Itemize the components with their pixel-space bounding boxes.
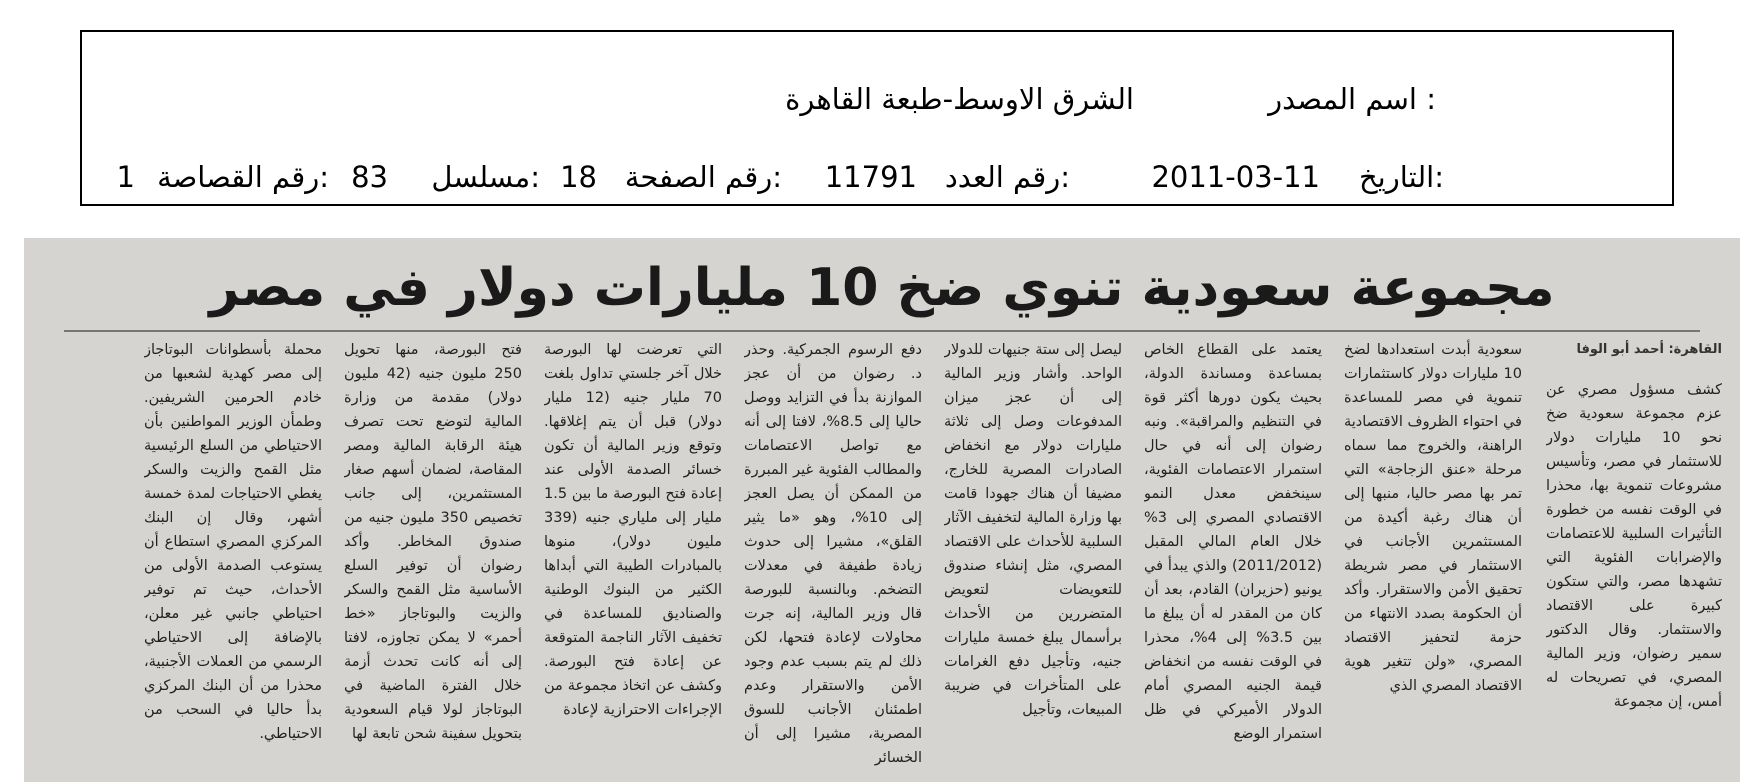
source-value: الشرق الاوسط-طبعة القاهرة	[785, 82, 1134, 116]
article-column-8	[144, 338, 322, 782]
article-byline: القاهرة: أحمد أبو الوفا	[1576, 342, 1722, 357]
source-info-box	[80, 30, 1674, 206]
article-column-1	[1546, 338, 1722, 782]
article-column-7	[344, 338, 522, 782]
article-column-text: دفع الرسوم الجمركية. وحذر د. رضوان من أن عجز الموازنة بدأ في التزايد ووصل حاليا إلى 8.5%، لافتا إلى أنه مع تواصل الاعتصامات والمطالب الفئوية غير المبررة من الممكن أن يصل العجز إلى 10%، وهو «ما يثير القلق»، مشيرا إلى حدوث زيادة طفيفة في معدلات التضخم. وبالنسبة للبورصة قال وزير المالية، إنه جرت محاولات لإعادة فتحها، لكن ذلك لم يتم بسبب عدم وجود الأمن والاستقرار وعدم اطمئنان الأجانب للسوق المصرية، مشيرا إلى أن الخسائر	[744, 342, 922, 766]
newspaper-clipping	[24, 238, 1740, 782]
article-column-text: التي تعرضت لها البورصة خلال آخر جلستي تداول بلغت 70 مليار جنيه (12 مليار دولار) قبل أن يتم إغلاقها. وتوقع وزير المالية أن تكون خسائر الصدمة الأولى عند إعادة فتح البورصة ما بين 1.5 مليار إلى ملياري جنيه (339 مليون دولار)، منوها بالمبادرات الطيبة التي أبداها الكثير من البنوك الوطنية والصناديق للمساعدة في تخفيف الآثار الناجمة المتوقعة عن إعادة فتح البورصة. وكشف عن اتخاذ مجموعة من الإجراءات الاحترازية لإعادة	[544, 342, 722, 718]
article-column-text: فتح البورصة، منها تحويل 250 مليون جنيه (42 مليون دولار) مقدمة من وزارة المالية لتوضع تحت تصرف هيئة الرقابة المالية ومصر المقاصة، لضمان أسهم صغار المستثمرين، إلى جانب تخصيص 350 مليون جنيه من صندوق المخاطر. وأكد رضوان أن توفير السلع الأساسية مثل القمح والسكر والزيت والبوتاجاز «خط أحمر» لا يمكن تجاوزه، لافتا إلى أنه كانت تحدث أزمة خلال الفترة الماضية في البوتاجاز لولا قيام السعودية بتحويل سفينة شحن تابعة لها	[344, 342, 522, 742]
article-column-text: سعودية أبدت استعدادها لضخ 10 مليارات دولار كاستثمارات تنموية في مصر للمساعدة في احتواء الظروف الاقتصادية الراهنة، والخروج مما سماه مرحلة «عنق الزجاجة» التي تمر بها مصر حاليا، منبها إلى أن هناك رغبة أكيدة من المستثمرين الأجانب في الاستثمار في مصر شريطة تحقيق الأمن والاستقرار. وأكد أن الحكومة بصدد الانتهاء من حزمة لتحفيز الاقتصاد المصري، «ولن تتغير هوية الاقتصاد المصري الذي	[1344, 342, 1522, 694]
article-column-4	[944, 338, 1122, 782]
article-column-3	[1144, 338, 1322, 782]
serial-label: مسلسل:	[431, 160, 540, 194]
article-columns	[42, 338, 1722, 782]
clip-number-value: 1	[116, 160, 135, 194]
page-value: 18	[560, 160, 597, 194]
source-label: اسم المصدر :	[1268, 82, 1436, 116]
serial-value: 83	[351, 160, 388, 194]
article-column-5	[744, 338, 922, 782]
article-column-text: يعتمد على القطاع الخاص بمساعدة ومساندة الدولة، بحيث يكون دورها أكثر قوة في التنظيم والمراقبة». ونبه رضوان إلى أنه في حال استمرار الاعتصامات الفئوية، سينخفض معدل النمو الاقتصادي المصري إلى 3% خلال العام المالي المقبل (2011/2012) والذي يبدأ في يونيو (حزيران) القادم، بعد أن كان من المقدر له أن يبلغ ما بين 3.5% إلى 4%، محذرا في الوقت نفسه من انخفاض قيمة الجنيه المصري أمام الدولار الأميركي في ظل استمرار الوضع	[1144, 342, 1322, 742]
article-headline: مجموعة سعودية تنوي ضخ 10 مليارات دولار في مصر	[209, 258, 1555, 318]
article-column-2	[1344, 338, 1522, 782]
page-label: رقم الصفحة:	[624, 160, 782, 194]
article-column-6	[544, 338, 722, 782]
date-value: 2011-03-11	[1151, 160, 1320, 194]
headline-divider	[64, 330, 1700, 332]
article-column-text: محملة بأسطوانات البوتاجاز إلى مصر كهدية لشعبها من خادم الحرمين الشريفين. وطمأن الوزير المواطنين بأن الاحتياطي من السلع الرئيسية مثل القمح والزيت والسكر يغطي الاحتياجات لمدة خمسة أشهر، وقال إن البنك المركزي المصري استطاع أن يستوعب الصدمة الأولى من الأحداث، حيث تم توفير احتياطي جانبي غير معلن، بالإضافة إلى الاحتياطي الرسمي من العملات الأجنبية، محذرا من أن البنك المركزي بدأ حاليا في السحب من الاحتياطي.	[144, 342, 322, 742]
article-column-text: كشف مسؤول مصري عن عزم مجموعة سعودية ضخ نحو 10 مليارات دولار للاستثمار في مصر، وتأسيس مشروعات تنموية بها، محذرا في الوقت نفسه من خطورة التأثيرات السلبية للاعتصامات والإضرابات الفئوية التي تشهدها مصر، والتي ستكون كبيرة على الاقتصاد والاستثمار. وقال الدكتور سمير رضوان، وزير المالية المصري، في تصريحات له أمس، إن مجموعة	[1546, 382, 1722, 710]
clip-number-label: رقم القصاصة:	[157, 160, 329, 194]
issue-value: 11791	[824, 160, 917, 194]
article-column-text: ليصل إلى ستة جنيهات للدولار الواحد. وأشار وزير المالية إلى أن عجز ميزان المدفوعات وصل إلى ثلاثة مليارات دولار مع انخفاض الصادرات المصرية للخارج، مضيفا أن هناك جهودا قامت بها وزارة المالية لتخفيف الآثار السلبية للأحداث على الاقتصاد المصري، مثل إنشاء صندوق للتعويضات لتعويض المتضررين من الأحداث برأسمال يبلغ خمسة مليارات جنيه، وتأجيل دفع الغرامات على المتأخرات في ضريبة المبيعات، وتأجيل	[944, 342, 1122, 718]
date-label: التاريخ:	[1358, 160, 1444, 194]
issue-label: رقم العدد:	[944, 160, 1070, 194]
